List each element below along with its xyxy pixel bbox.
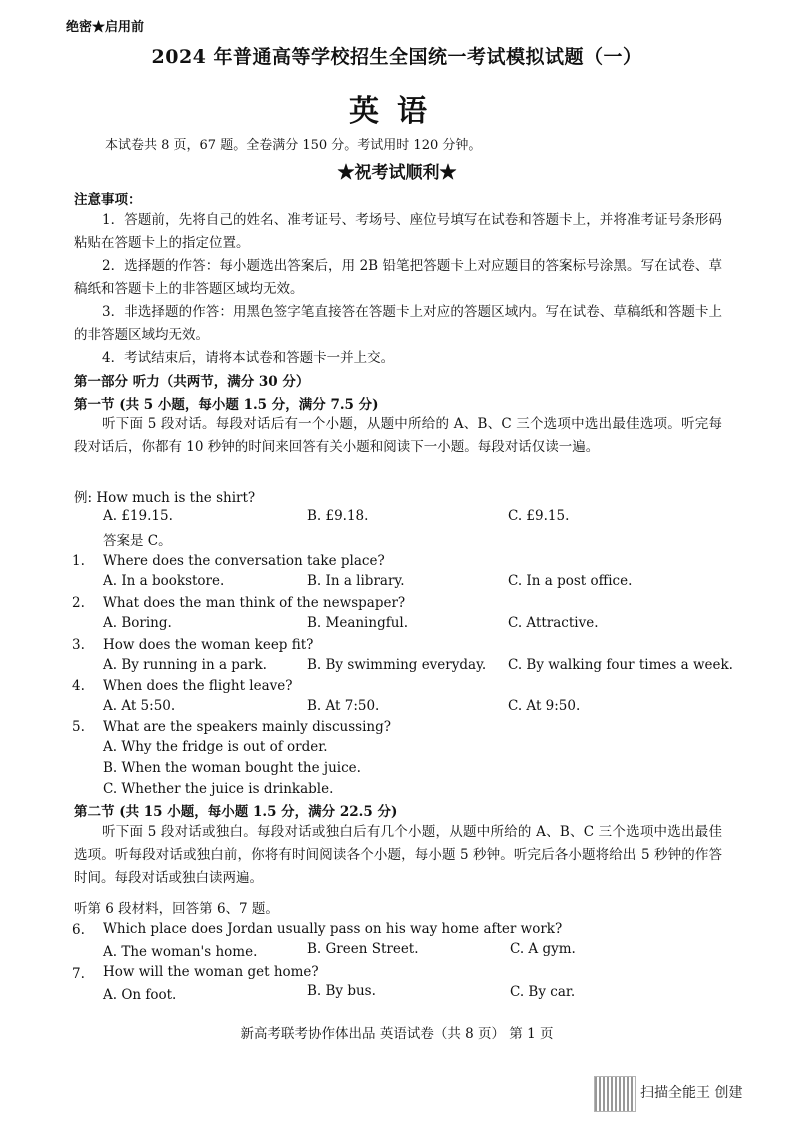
question-6-number: 6.	[72, 922, 85, 938]
question-6-option-c: C. A gym.	[510, 941, 576, 957]
question-7-option-a: A. On foot.	[103, 987, 177, 1003]
question-5-number: 5.	[72, 719, 85, 735]
question-2-stem: What does the man think of the newspaper?	[103, 595, 406, 611]
question-1-option-a: A. In a bookstore.	[103, 573, 225, 589]
note-item-3: 3．非选择题的作答：用黑色签字笔直接答在答题卡上对应的答题区域内。写在试卷、草稿纸和答题卡上的非答题区域均无效。	[74, 304, 722, 343]
section2-instructions: 听下面 5 段对话或独白。每段对话或独白后有几个小题，从题中所给的 A、B、C 三个选项中选出最佳选项。听每段对话或独白前，你将有时间阅读各个小题，每小题 5 秒钟。听完后各小题将给出 5 秒钟的作答时间。每段对话或独白读两遍。	[74, 824, 722, 886]
note-item-2: 2．选择题的作答：每小题选出答案后，用 2B 铅笔把答题卡上对应题目的答案标号涂黑。写在试卷、草稿纸和答题卡上的非答题区域均无效。	[74, 258, 722, 297]
question-1-stem: Where does the conversation take place?	[103, 553, 385, 569]
question-3-option-b: B. By swimming everyday.	[307, 657, 487, 673]
question-6-option-a: A. The woman's home.	[103, 944, 258, 960]
question-6-stem: Which place does Jordan usually pass on his way home after work?	[103, 921, 563, 937]
example-question: 例: How much is the shirt?	[74, 490, 256, 506]
good-luck-banner: ★祝考试顺利★	[337, 163, 457, 183]
material-6-prompt: 听第 6 段材料，回答第 6、7 题。	[74, 901, 279, 917]
scanner-logo-icon	[594, 1076, 636, 1112]
question-7-stem: How will the woman get home?	[103, 964, 319, 980]
question-3-number: 3.	[72, 637, 85, 653]
question-1-option-b: B. In a library.	[307, 573, 405, 589]
question-4-option-c: C. At 9:50.	[508, 698, 581, 714]
question-2-option-b: B. Meaningful.	[307, 615, 409, 631]
confidential-label: 绝密★启用前	[66, 20, 145, 35]
notes-heading: 注意事项：	[74, 192, 142, 208]
part1-title: 第一部分 听力（共两节，满分 30 分）	[74, 374, 310, 390]
question-1-option-c: C. In a post office.	[508, 573, 633, 589]
example-option-c: C. £9.15.	[508, 508, 570, 524]
exam-info: 本试卷共 8 页，67 题。全卷满分 150 分。考试用时 120 分钟。	[105, 138, 482, 153]
question-5-option-a: A. Why the fridge is out of order.	[103, 739, 328, 755]
question-2-option-c: C. Attractive.	[508, 615, 599, 631]
subject-title: 英语	[349, 94, 445, 129]
question-7-option-b: B. By bus.	[307, 983, 376, 999]
example-option-b: B. £9.18.	[307, 508, 369, 524]
exam-title: 2024 年普通高等学校招生全国统一考试模拟试题（一）	[151, 46, 643, 68]
scanner-watermark: 扫描全能王 创建	[640, 1085, 743, 1101]
question-4-number: 4.	[72, 678, 85, 694]
section2-title: 第二节 (共 15 小题，每小题 1.5 分，满分 22.5 分)	[74, 804, 398, 820]
question-2-option-a: A. Boring.	[103, 615, 172, 631]
note-item-1: 1．答题前，先将自己的姓名、准考证号、考场号、座位号填写在试卷和答题卡上，并将准考证号条形码粘贴在答题卡上的指定位置。	[74, 212, 722, 251]
section1-instructions: 听下面 5 段对话。每段对话后有一个小题，从题中所给的 A、B、C 三个选项中选出最佳选项。听完每段对话后，你都有 10 秒钟的时间来回答有关小题和阅读下一小题。每段对话仅读一遍。	[74, 416, 722, 455]
question-7-number: 7.	[72, 966, 85, 982]
question-7-option-c: C. By car.	[510, 984, 576, 1000]
section1-title: 第一节 (共 5 小题，每小题 1.5 分，满分 7.5 分)	[74, 397, 379, 413]
question-6-option-b: B. Green Street.	[307, 941, 419, 957]
question-3-stem: How does the woman keep fit?	[103, 637, 314, 653]
question-1-number: 1.	[72, 553, 85, 569]
question-3-option-c: C. By walking four times a week.	[508, 657, 733, 673]
question-3-option-a: A. By running in a park.	[103, 657, 267, 673]
question-5-option-b: B. When the woman bought the juice.	[103, 760, 361, 776]
example-option-a: A. £19.15.	[103, 508, 173, 524]
question-4-option-a: A. At 5:50.	[103, 698, 176, 714]
question-5-option-c: C. Whether the juice is drinkable.	[103, 781, 334, 797]
page-footer: 新高考联考协作体出品 英语试卷（共 8 页） 第 1 页	[240, 1026, 554, 1042]
question-4-option-b: B. At 7:50.	[307, 698, 380, 714]
question-2-number: 2.	[72, 595, 85, 611]
question-4-stem: When does the flight leave?	[103, 678, 293, 694]
question-5-stem: What are the speakers mainly discussing?	[103, 719, 391, 735]
example-answer: 答案是 C。	[103, 533, 172, 549]
note-item-4: 4．考试结束后，请将本试卷和答题卡一并上交。	[102, 350, 395, 366]
